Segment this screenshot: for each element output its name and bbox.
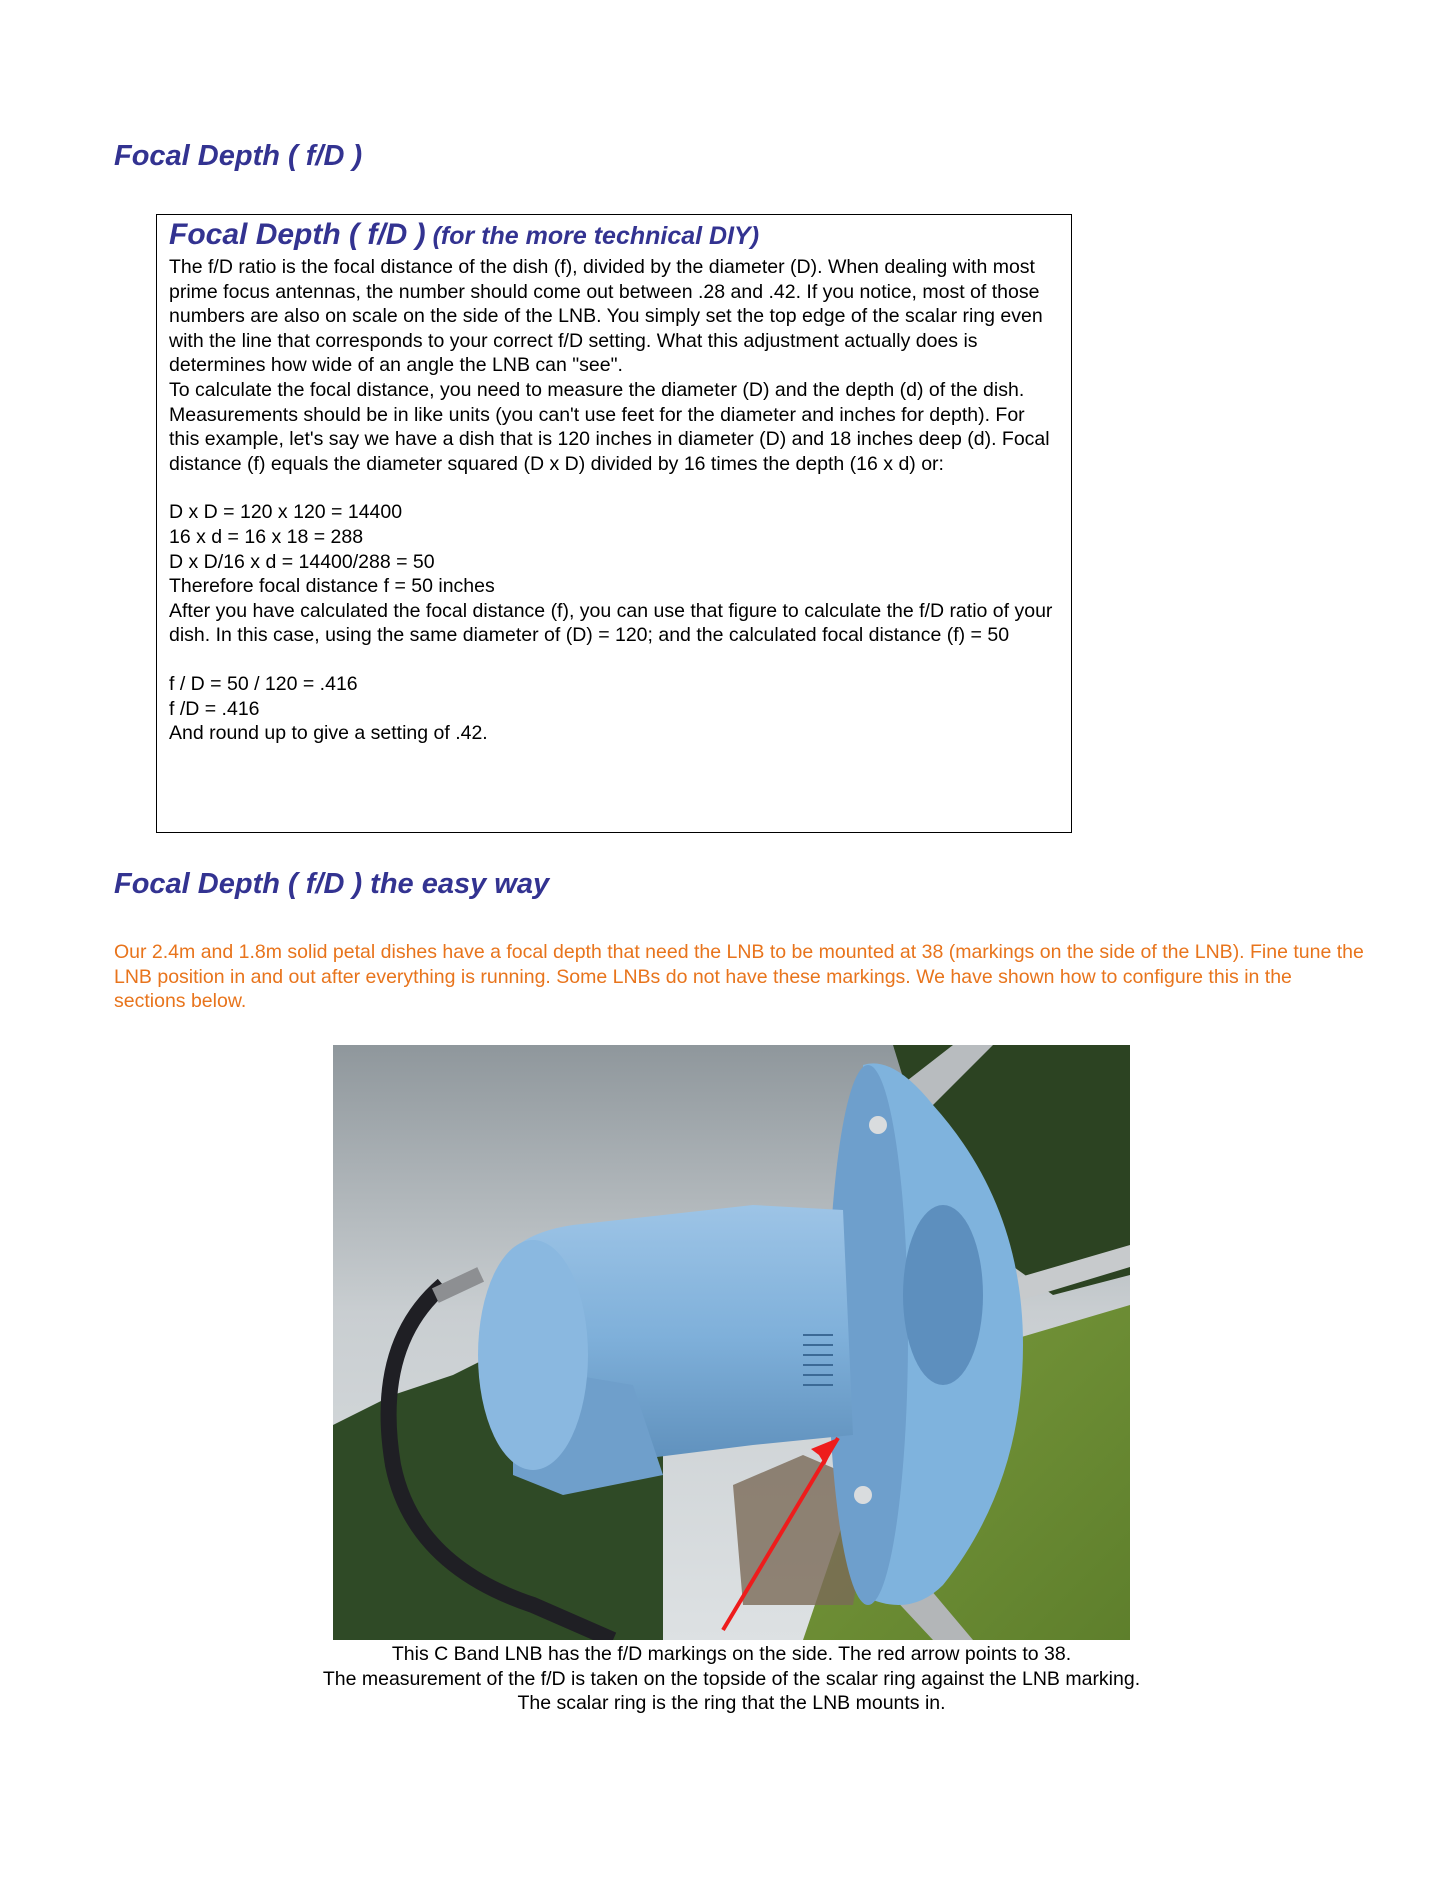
caption-line-1: This C Band LNB has the f/D markings on the side. The red arrow points to 38. [391, 1643, 1072, 1665]
box-title-suffix: (for the more technical DIY) [425, 222, 760, 250]
box-paragraph-1: The f/D ratio is the focal distance of the dish (f), divided by the diameter (D). When dealing with most prime focus antennas, the number should come out between .28 and .42. If you notice, most of those numbers are also on scale on the side of the LNB. You simply set the top edge of the scalar ring even with the line that corresponds to your correct f/D setting. What this adjustment actually does is determines how wide of an angle the LNB can "see". [169, 256, 1043, 377]
bolt [869, 1116, 887, 1134]
orange-note: Our 2.4m and 1.8m solid petal dishes have a focal depth that need the LNB to be mounted at 38 (markings on the side of the LNB). Fine tune the LNB position in and out after everything is running. Some LNBs do not have these markings. We have shown how to configure this in the sections below. [114, 941, 1364, 1013]
easy-way-heading: Focal Depth ( f/D ) the easy way [114, 868, 550, 900]
result-line-2: f /D = .416 [169, 697, 260, 720]
technical-box [156, 214, 1072, 833]
calc-line-3: D x D/16 x d = 14400/288 = 50 [169, 550, 435, 573]
lnb-end-cap [478, 1240, 588, 1470]
lnb-photo [333, 1045, 1130, 1640]
ring-bore [903, 1205, 983, 1385]
box-paragraph-2: To calculate the focal distance, you need to measure the diameter (D) and the depth (d) of the dish. Measurements should be in like units (you can't use feet for the diameter and inches for depth). For this example, let's say we have a dish that is 120 inches in diameter (D) and 18 inches deep (d). Focal distance (f) equals the diameter squared (D x D) divided by 16 times the depth (16 x d) or: [169, 378, 1050, 475]
box-paragraph-3: After you have calculated the focal distance (f), you can use that figure to calculate the f/D ratio of your dish. In this case, using the same diameter of (D) = 120; and the calculated focal distance (f) = 50 [169, 599, 1053, 647]
calc-line-2: 16 x d = 16 x 18 = 288 [169, 525, 364, 548]
result-line-1: f / D = 50 / 120 = .416 [169, 672, 358, 695]
box-title [169, 217, 1059, 255]
box-title-main: Focal Depth ( f/D ) [169, 218, 426, 251]
photo-caption [233, 1642, 1230, 1716]
caption-line-2: The measurement of the f/D is taken on the topside of the scalar ring against the LNB marking. [322, 1667, 1141, 1690]
calc-line-1: D x D = 120 x 120 = 14400 [169, 501, 403, 524]
result-line-3: And round up to give a setting of .42. [169, 722, 488, 745]
bolt [854, 1486, 872, 1504]
calc-line-4: Therefore focal distance f = 50 inches [169, 575, 495, 598]
page-heading: Focal Depth ( f/D ) [114, 140, 363, 172]
caption-line-3: The scalar ring is the ring that the LNB mounts in. [517, 1692, 946, 1715]
